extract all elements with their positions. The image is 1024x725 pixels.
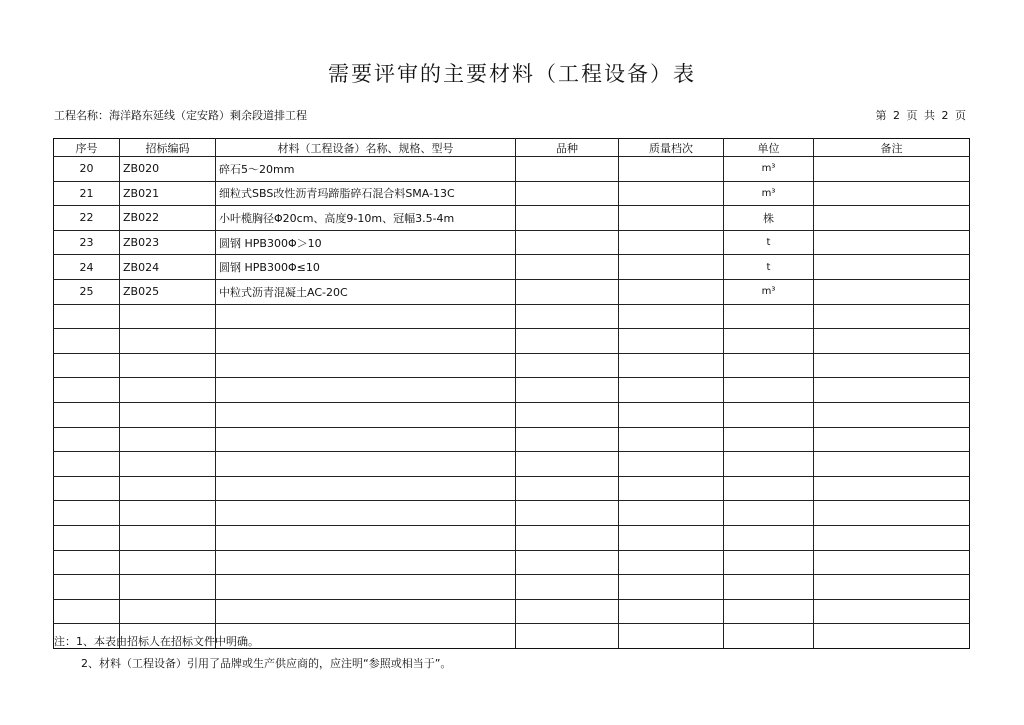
cell-unit: t <box>724 255 814 280</box>
cell-brand <box>516 304 619 329</box>
cell-brand <box>516 427 619 452</box>
cell-seq: 24 <box>54 255 120 280</box>
cell-unit <box>724 599 814 624</box>
cell-seq: 23 <box>54 230 120 255</box>
cell-seq <box>54 452 120 477</box>
notes <box>54 631 451 675</box>
cell-remark <box>814 402 970 427</box>
cell-remark <box>814 181 970 206</box>
cell-grade <box>619 501 724 526</box>
cell-brand <box>516 279 619 304</box>
cell-unit <box>724 550 814 575</box>
cell-code: ZB021 <box>120 181 216 206</box>
cell-remark <box>814 230 970 255</box>
cell-material: 小叶榄胸径Φ20cm、高度9-10m、冠幅3.5-4m <box>216 206 516 231</box>
table-row <box>54 427 970 452</box>
cell-brand <box>516 402 619 427</box>
cell-code: ZB023 <box>120 230 216 255</box>
header-material: 材料（工程设备）名称、规格、型号 <box>216 139 516 157</box>
cell-grade <box>619 599 724 624</box>
cell-grade <box>619 378 724 403</box>
cell-unit <box>724 353 814 378</box>
cell-material: 碎石5～20mm <box>216 157 516 182</box>
cell-unit <box>724 452 814 477</box>
cell-remark <box>814 452 970 477</box>
cell-seq <box>54 575 120 600</box>
cell-seq <box>54 304 120 329</box>
cell-code <box>120 575 216 600</box>
cell-code: ZB025 <box>120 279 216 304</box>
cell-remark <box>814 525 970 550</box>
cell-unit: m³ <box>724 181 814 206</box>
table-row <box>54 378 970 403</box>
table-row <box>54 279 970 304</box>
cell-remark <box>814 304 970 329</box>
cell-remark <box>814 255 970 280</box>
header-grade: 质量档次 <box>619 139 724 157</box>
cell-brand <box>516 501 619 526</box>
cell-material <box>216 476 516 501</box>
cell-grade <box>619 550 724 575</box>
cell-code <box>120 353 216 378</box>
cell-brand <box>516 378 619 403</box>
cell-unit: 株 <box>724 206 814 231</box>
cell-remark <box>814 624 970 649</box>
cell-unit: t <box>724 230 814 255</box>
cell-grade <box>619 575 724 600</box>
cell-grade <box>619 452 724 477</box>
table-header-row <box>54 139 970 157</box>
cell-material <box>216 575 516 600</box>
cell-code <box>120 304 216 329</box>
table-row <box>54 181 970 206</box>
cell-code <box>120 476 216 501</box>
cell-brand <box>516 181 619 206</box>
table-row <box>54 599 970 624</box>
cell-material <box>216 452 516 477</box>
cell-grade <box>619 525 724 550</box>
cell-unit <box>724 501 814 526</box>
cell-code: ZB024 <box>120 255 216 280</box>
cell-unit <box>724 575 814 600</box>
cell-remark <box>814 329 970 354</box>
cell-code <box>120 402 216 427</box>
cell-brand <box>516 599 619 624</box>
table-row <box>54 206 970 231</box>
cell-seq: 22 <box>54 206 120 231</box>
header-seq: 序号 <box>54 139 120 157</box>
table-row <box>54 402 970 427</box>
cell-brand <box>516 452 619 477</box>
cell-material <box>216 550 516 575</box>
cell-unit <box>724 427 814 452</box>
cell-material <box>216 402 516 427</box>
cell-remark <box>814 550 970 575</box>
cell-code <box>120 427 216 452</box>
cell-seq <box>54 501 120 526</box>
cell-grade <box>619 476 724 501</box>
cell-code <box>120 452 216 477</box>
materials-table <box>53 138 970 649</box>
table-row <box>54 329 970 354</box>
cell-code <box>120 525 216 550</box>
cell-material: 圆钢 HPB300Φ≤10 <box>216 255 516 280</box>
cell-material <box>216 599 516 624</box>
cell-unit <box>724 329 814 354</box>
header-remark: 备注 <box>814 139 970 157</box>
cell-material <box>216 525 516 550</box>
cell-unit: m³ <box>724 157 814 182</box>
cell-brand <box>516 353 619 378</box>
cell-remark <box>814 279 970 304</box>
cell-remark <box>814 427 970 452</box>
cell-seq <box>54 329 120 354</box>
cell-material <box>216 353 516 378</box>
cell-material: 细粒式SBS改性沥青玛蹄脂碎石混合料SMA-13C <box>216 181 516 206</box>
cell-code: ZB022 <box>120 206 216 231</box>
table-row <box>54 304 970 329</box>
cell-grade <box>619 157 724 182</box>
page-info: 第 2 页 共 2 页 <box>875 109 966 122</box>
cell-grade <box>619 402 724 427</box>
cell-seq <box>54 550 120 575</box>
cell-remark <box>814 476 970 501</box>
cell-code <box>120 378 216 403</box>
cell-seq <box>54 599 120 624</box>
note-1: 注：1、本表由招标人在招标文件中明确。 <box>54 635 259 648</box>
cell-remark <box>814 501 970 526</box>
cell-seq <box>54 353 120 378</box>
header-brand: 品种 <box>516 139 619 157</box>
cell-brand <box>516 525 619 550</box>
cell-unit <box>724 476 814 501</box>
cell-brand <box>516 255 619 280</box>
table-row <box>54 157 970 182</box>
table-row <box>54 525 970 550</box>
cell-seq: 21 <box>54 181 120 206</box>
cell-material <box>216 378 516 403</box>
cell-unit: m³ <box>724 279 814 304</box>
table-row <box>54 230 970 255</box>
cell-grade <box>619 624 724 649</box>
cell-seq <box>54 402 120 427</box>
cell-unit <box>724 378 814 403</box>
cell-brand <box>516 550 619 575</box>
table-row <box>54 476 970 501</box>
cell-remark <box>814 157 970 182</box>
header-code: 招标编码 <box>120 139 216 157</box>
note-2: 2、材料（工程设备）引用了品牌或生产供应商的，应注明“参照或相当于”。 <box>81 657 452 670</box>
cell-seq: 20 <box>54 157 120 182</box>
document-title: 需要评审的主要材料（工程设备）表 <box>328 62 696 86</box>
cell-grade <box>619 279 724 304</box>
table-row <box>54 501 970 526</box>
cell-brand <box>516 476 619 501</box>
cell-grade <box>619 353 724 378</box>
cell-grade <box>619 206 724 231</box>
cell-unit <box>724 304 814 329</box>
cell-brand <box>516 329 619 354</box>
cell-seq <box>54 476 120 501</box>
table-row <box>54 550 970 575</box>
cell-material: 圆钢 HPB300Φ＞10 <box>216 230 516 255</box>
cell-material: 中粒式沥青混凝土AC-20C <box>216 279 516 304</box>
cell-remark <box>814 353 970 378</box>
cell-remark <box>814 378 970 403</box>
header-unit: 单位 <box>724 139 814 157</box>
cell-brand <box>516 206 619 231</box>
cell-grade <box>619 230 724 255</box>
project-name: 工程名称：海洋路东延线（定安路）剩余段道排工程 <box>54 109 307 122</box>
cell-material <box>216 501 516 526</box>
cell-seq <box>54 427 120 452</box>
table-row <box>54 452 970 477</box>
cell-code <box>120 329 216 354</box>
cell-unit <box>724 402 814 427</box>
cell-remark <box>814 599 970 624</box>
cell-grade <box>619 427 724 452</box>
cell-code <box>120 599 216 624</box>
cell-material <box>216 329 516 354</box>
cell-brand <box>516 157 619 182</box>
cell-brand <box>516 575 619 600</box>
table-row <box>54 575 970 600</box>
cell-code <box>120 501 216 526</box>
table-row <box>54 353 970 378</box>
cell-material <box>216 304 516 329</box>
table-row <box>54 255 970 280</box>
cell-code <box>120 550 216 575</box>
cell-unit <box>724 624 814 649</box>
cell-unit <box>724 525 814 550</box>
cell-remark <box>814 206 970 231</box>
cell-seq <box>54 525 120 550</box>
cell-grade <box>619 255 724 280</box>
cell-grade <box>619 304 724 329</box>
cell-remark <box>814 575 970 600</box>
cell-grade <box>619 329 724 354</box>
cell-code: ZB020 <box>120 157 216 182</box>
cell-material <box>216 427 516 452</box>
cell-brand <box>516 230 619 255</box>
cell-seq <box>54 378 120 403</box>
cell-seq: 25 <box>54 279 120 304</box>
cell-brand <box>516 624 619 649</box>
cell-grade <box>619 181 724 206</box>
